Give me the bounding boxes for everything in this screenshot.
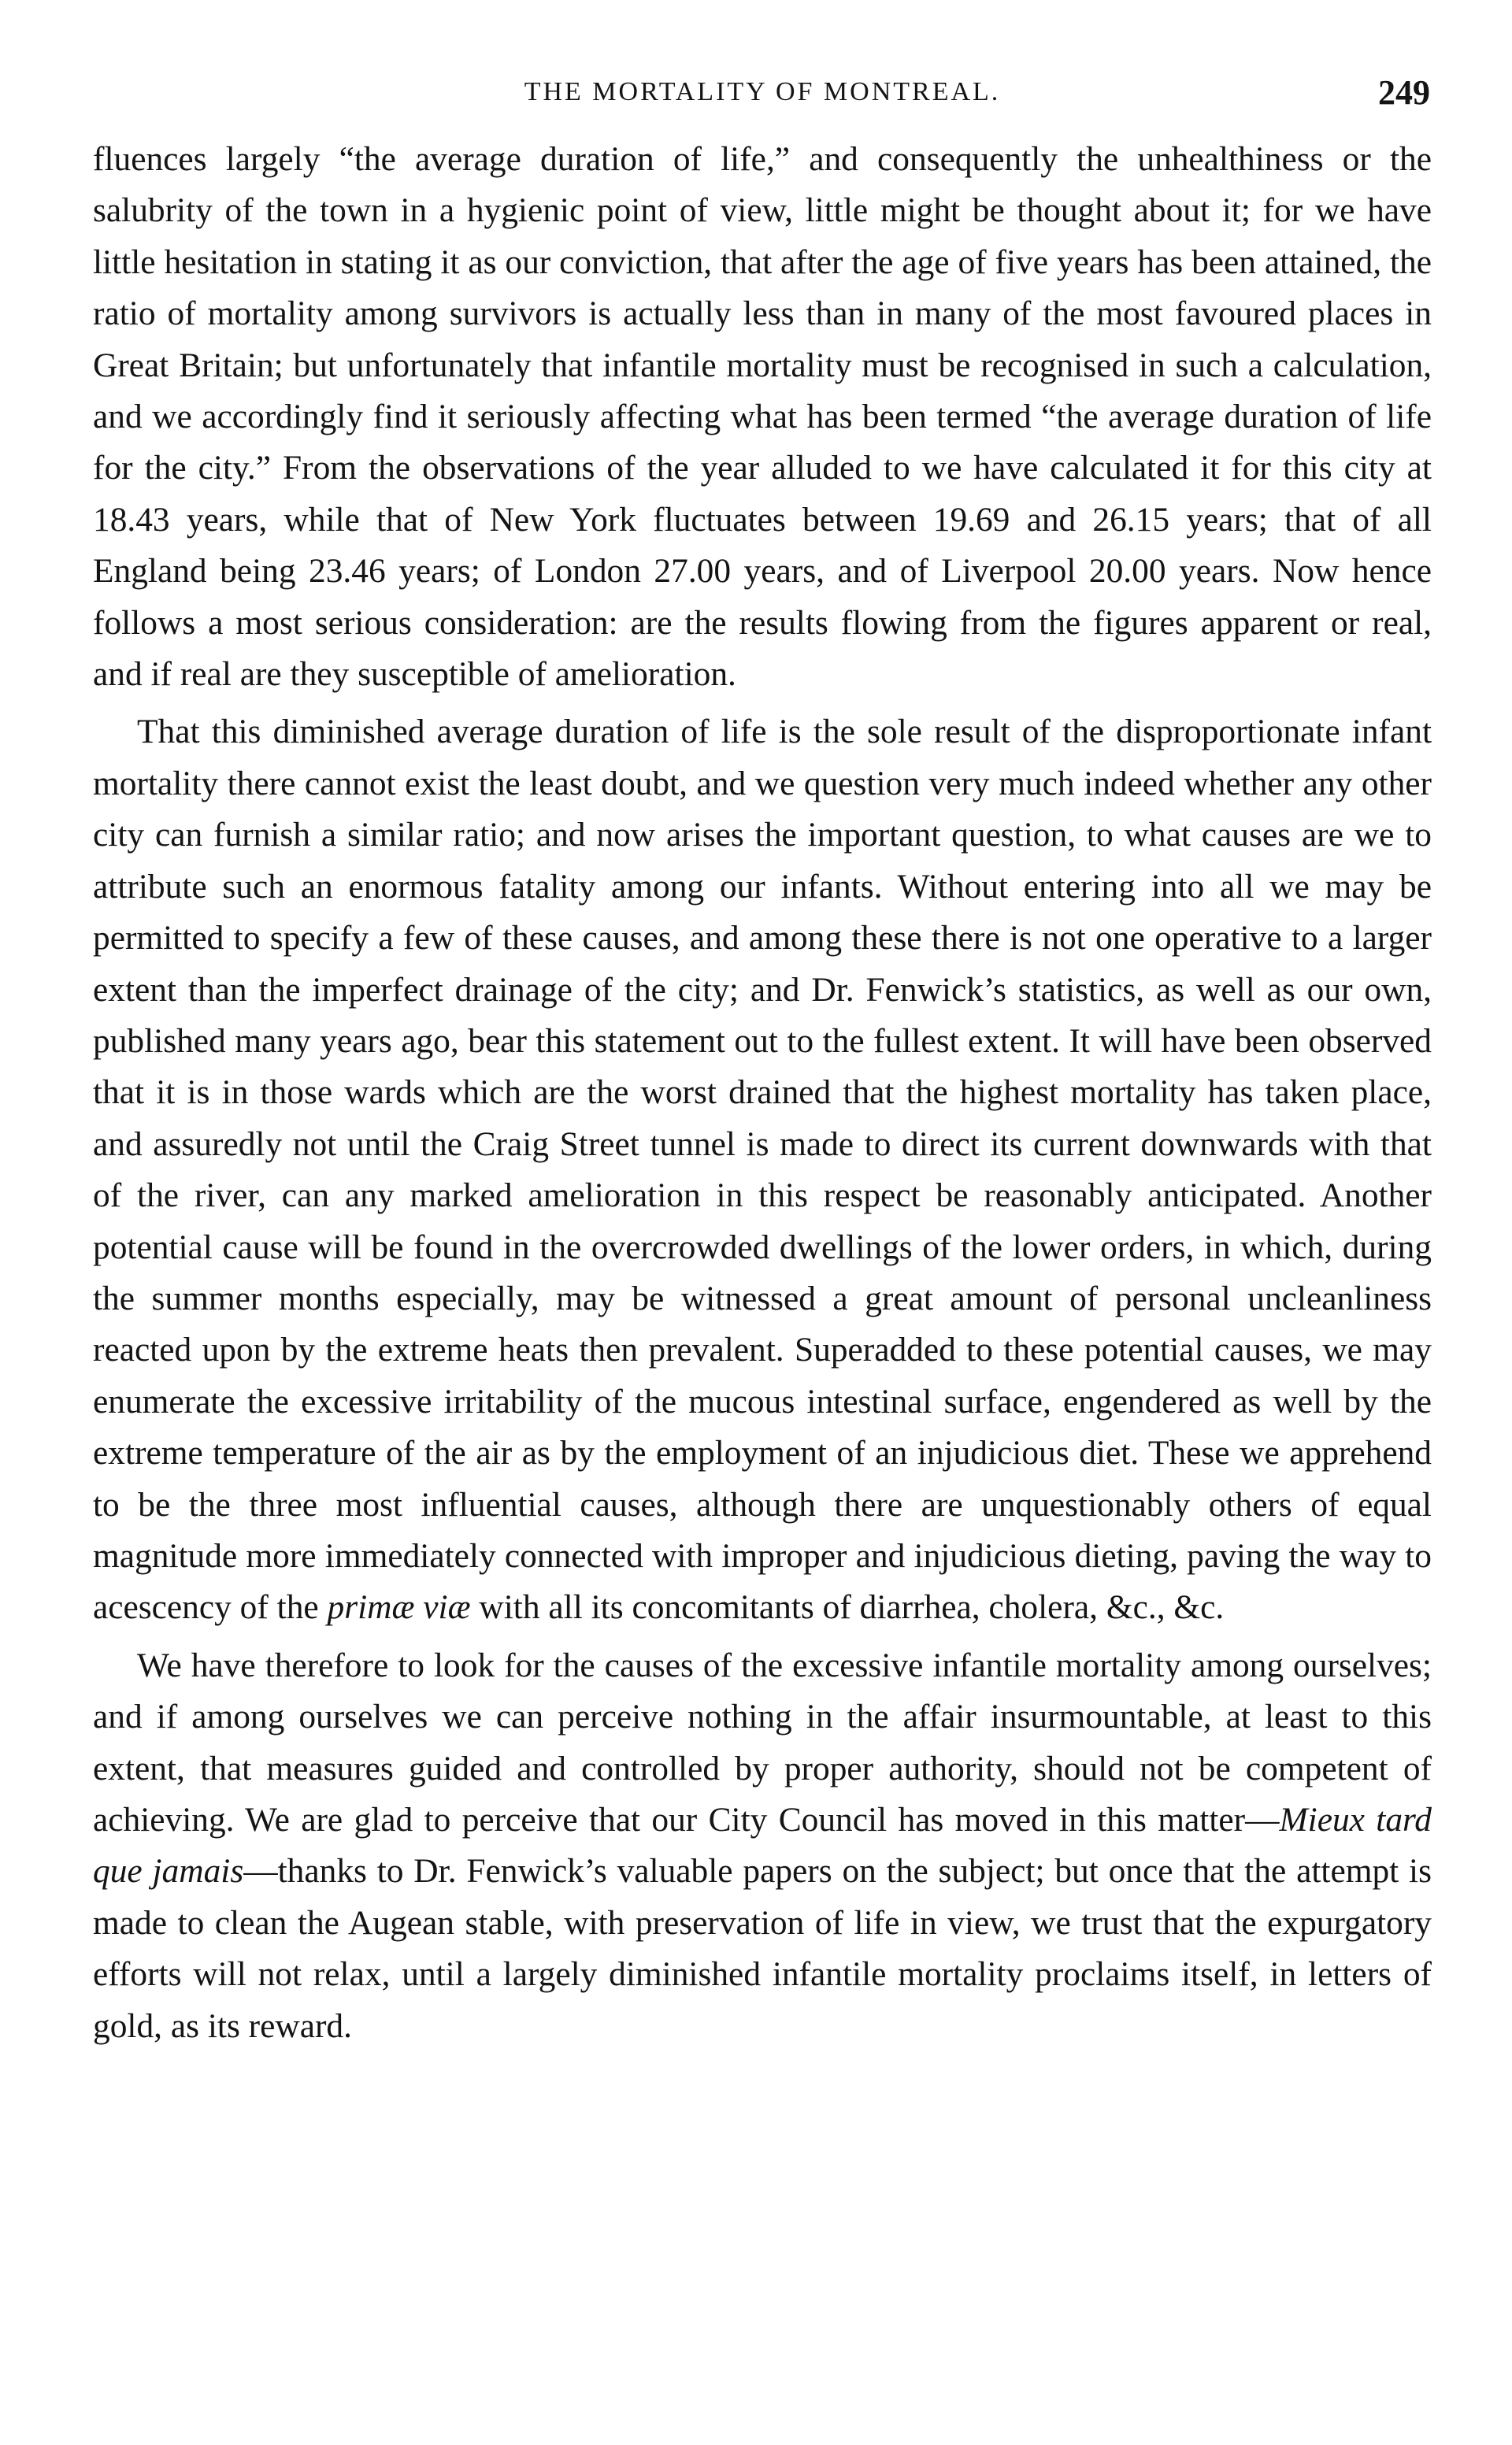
book-page (93, 72, 1432, 2052)
running-head (93, 72, 1432, 123)
text-run: fluences largely “the average duration of life,” and consequently the unhealthiness or the salubrity of the town in a hygienic point of view, little might be thought about it; for we have little hesitation in stating it as our conviction, that after the age of five years has been attained, the ratio of mortality among survivors is actually less than in many of the most favoured places in Great Britain; but unfortunately that infantile mortality must be recognised in such a calculation, and we accordingly find it seriously affecting what has been termed “the average duration of life for the city.” From the observations of the year alluded to we have calculated it for this city at 18.43 years, while that of New York fluctuates between 19.69 and 26.15 years; that of all England being 23.46 years; of London 27.00 years, and of Liverpool 20.00 years. Now hence follows a most serious consideration: are the results flowing from the figures apparent or real, and if real are they susceptible of amelioration. (93, 140, 1432, 694)
body-text (93, 134, 1432, 2052)
page-number: 249 (1378, 73, 1430, 112)
latin-phrase: primæ viæ (327, 1588, 471, 1627)
text-run: That this diminished average duration of life is the sole result of the disproportionate infant mortality there cannot exist the least doubt, and we question very much indeed whether any other city can furnish a similar ratio; and now arises the important question, to what causes are we to attribute such an enormous fatality among our infants. Without entering into all we may be permitted to specify a few of these causes, and among these there is not one operative to a larger extent than the imperfect drainage of the city; and Dr. Fenwick’s statistics, as well as our own, published many years ago, bear this statement out to the fullest extent. It will have been observed that it is in those wards which are the worst drained that the highest mortality has taken place, and assuredly not until the Craig Street tunnel is made to direct its current downwards with that of the river, can any marked amelioration in this respect be reasonably anticipated. Another potential cause will be found in the overcrowded dwellings of the lower orders, in which, during the summer months especially, may be witnessed a great amount of personal uncleanliness reacted upon by the extreme heats then prevalent. Superadded to these potential causes, we may enumerate the excessive irritability of the mucous intestinal surface, engendered as well by the extreme temperature of the air as by the employment of an injudicious diet. These we apprehend to be the three most influential causes, although there are unquestionably others of equal magnitude more immediately connected with improper and injudicious dieting, paving the way to acescency of the (93, 713, 1432, 1627)
paragraph-conclusion (93, 1640, 1432, 2052)
paragraph-causes (93, 706, 1432, 1633)
french-phrase: Mieux tard que jamais (93, 1801, 1432, 1891)
paragraph-continuation (93, 134, 1432, 700)
text-run: with all its concomitants of diarrhea, cholera, &c., &c. (470, 1588, 1225, 1627)
text-run: We have therefore to look for the causes of the excessive infantile mortality among ourselves; and if among ourselves we can perceive nothing in the affair insurmountable, at least to this extent, that measures guided and controlled by proper authority, should not be competent of achieving. We are glad to perceive that our City Council has moved in this matter— (93, 1646, 1432, 1839)
running-title: THE MORTALITY OF MONTREAL. (524, 77, 1001, 106)
text-run: —thanks to Dr. Fenwick’s valuable papers on the subject; but once that the attempt is made to clean the Augean stable, with preservation of life in view, we trust that the expurgatory efforts will not relax, until a largely diminished infantile mortality proclaims itself, in letters of gold, as its reward. (93, 1852, 1432, 2045)
